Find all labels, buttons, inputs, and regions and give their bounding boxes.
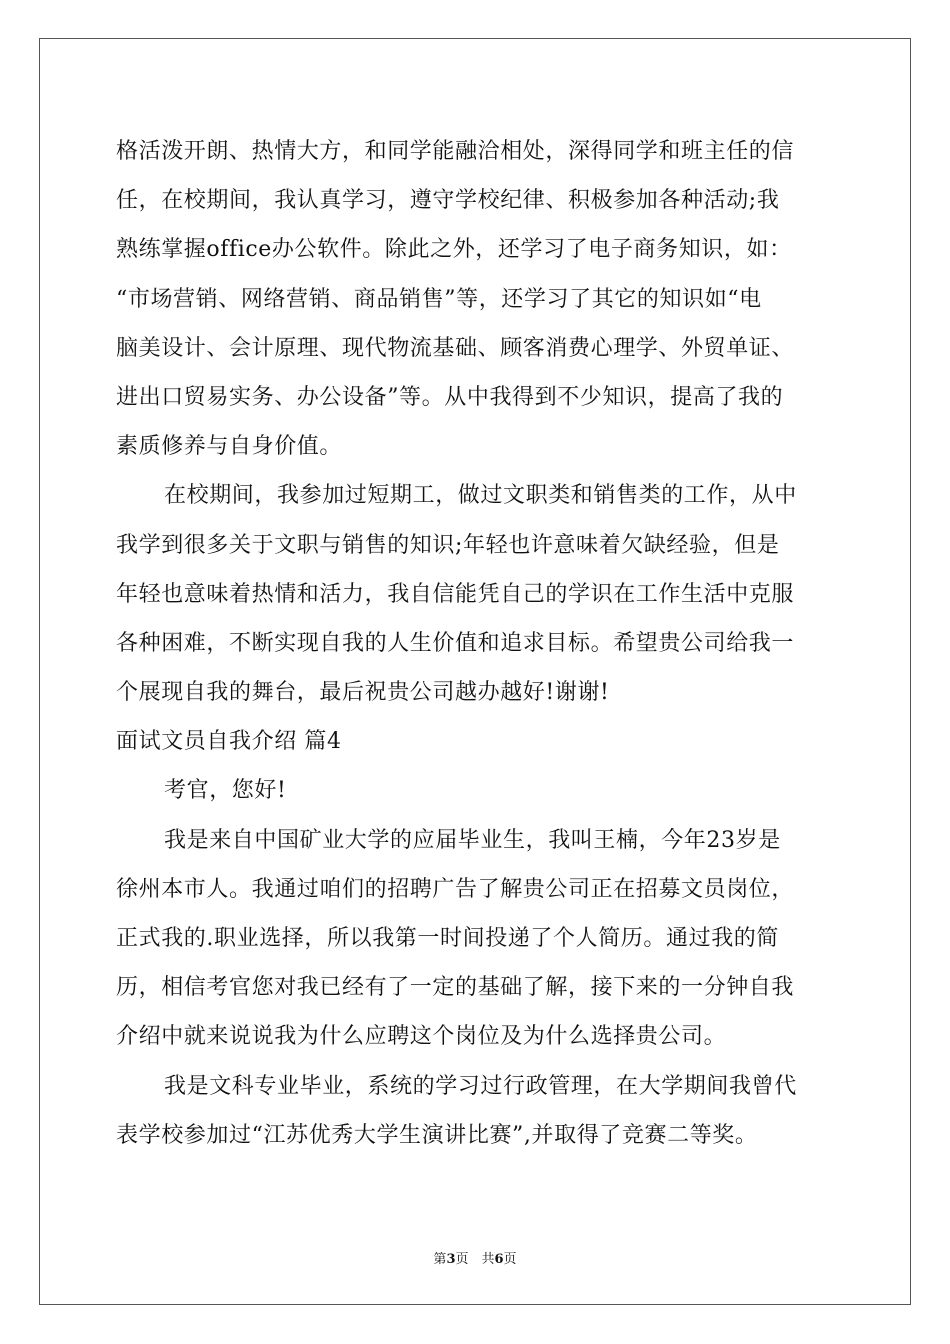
- text-line: 熟练掌握office办公软件。除此之外，还学习了电子商务知识，如：: [116, 237, 792, 263]
- text-line: 历，相信考官您对我已经有了一定的基础了解，接下来的一分钟自我: [116, 975, 795, 1001]
- text-line: 素质修养与自身价值。: [116, 434, 343, 460]
- text-line: “市场营销、网络营销、商品销售”等，还学习了其它的知识如“电: [116, 286, 762, 312]
- text-line: 我是来自中国矿业大学的应届毕业生，我叫王楠，今年23岁是: [164, 827, 781, 853]
- page-current: 3: [446, 1252, 456, 1267]
- text-line: 脑美设计、会计原理、现代物流基础、顾客消费心理学、外贸单证、: [116, 335, 795, 361]
- text-line: 我学到很多关于文职与销售的知识;年轻也许意味着欠缺经验，但是: [116, 532, 780, 558]
- text-line: 考官，您好!: [164, 778, 287, 804]
- text-line: 格活泼开朗、热情大方，和同学能融洽相处，深得同学和班主任的信: [116, 139, 795, 164]
- page-total: 6: [494, 1252, 504, 1267]
- page-suffix: 页: [503, 1252, 517, 1267]
- text-line: 进出口贸易实务、办公设备”等。从中我得到不少知识，提高了我的: [116, 384, 784, 410]
- page-mid: 页 共: [455, 1252, 495, 1267]
- text-line: 徐州本市人。我通过咱们的招聘广告了解贵公司正在招募文员岗位，: [116, 876, 795, 902]
- section-heading: 面试文员自我介绍 篇4: [116, 729, 342, 755]
- text-line: 在校期间，我参加过短期工，做过文职类和销售类的工作，从中: [164, 483, 797, 509]
- text-line: 个展现自我的舞台，最后祝贵公司越办越好!谢谢!: [116, 680, 610, 706]
- text-line: 表学校参加过“江苏优秀大学生演讲比赛”,并取得了竞赛二等奖。: [116, 1122, 758, 1148]
- document-body: [116, 127, 836, 1160]
- text-line: 介绍中就来说说我为什么应聘这个岗位及为什么选择贵公司。: [116, 1024, 727, 1050]
- text-line: 各种困难，不断实现自我的人生价值和追求目标。希望贵公司给我一: [116, 630, 795, 656]
- page-footer: [0, 1248, 950, 1267]
- text-line: 正式我的.职业选择，所以我第一时间投递了个人简历。通过我的简: [116, 926, 779, 951]
- text-line: 任，在校期间，我认真学习，遵守学校纪律、积极参加各种活动;我: [116, 188, 780, 214]
- text-line: 我是文科专业毕业，系统的学习过行政管理，在大学期间我曾代: [164, 1073, 797, 1099]
- text-line: 年轻也意味着热情和活力，我自信能凭自己的学识在工作生活中克服: [116, 581, 795, 607]
- page-prefix: 第: [433, 1252, 447, 1267]
